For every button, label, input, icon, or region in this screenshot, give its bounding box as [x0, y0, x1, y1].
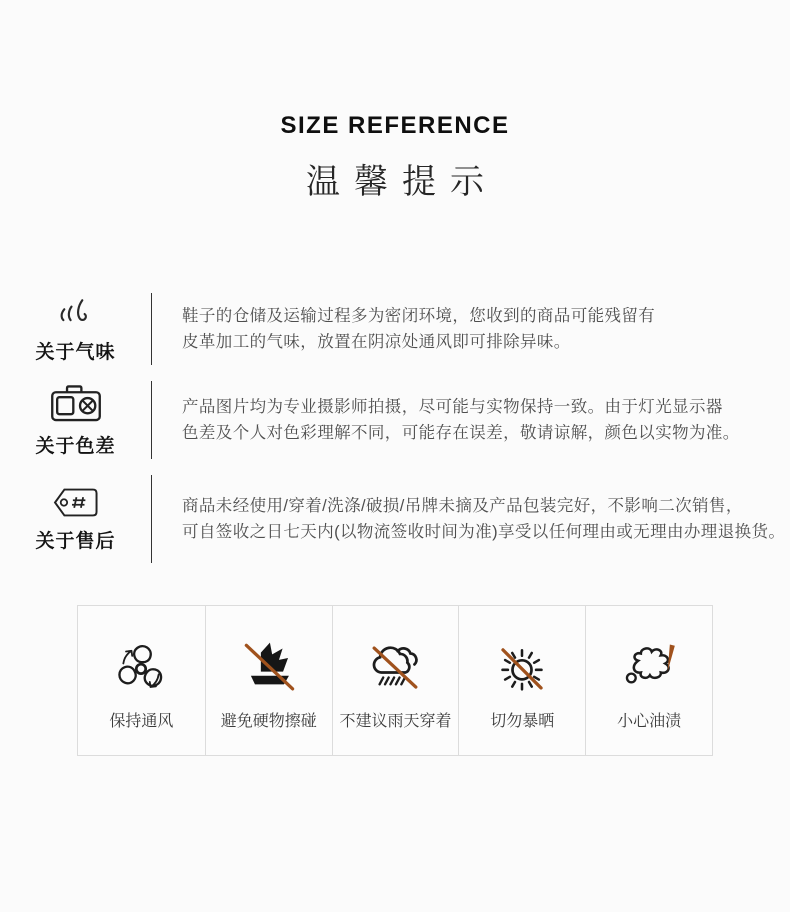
oil-stain-icon: [620, 635, 678, 697]
tip-text-line: 可自签收之日七天内(以物流签收时间为准)享受以任何理由或无理由办理退换货。: [182, 523, 786, 541]
tip-left-odor: [0, 293, 151, 365]
tip-text-line: 色差及个人对色彩理解不同，可能存在误差，敬请谅解，颜色以实物为准。: [182, 424, 740, 442]
tip-left-aftersale: [0, 475, 151, 563]
care-label: 不建议雨天穿着: [339, 712, 452, 730]
camera-icon: [50, 382, 102, 424]
care-cell-oil-stain: [585, 606, 712, 755]
no-rain-icon: [366, 635, 424, 697]
care-label: 切勿暴晒: [490, 712, 555, 730]
page-title-zh: 温馨提示: [306, 163, 498, 201]
care-label: 小心油渍: [617, 712, 682, 730]
care-label: 保持通风: [109, 712, 174, 730]
page-title-en: SIZE REFERENCE: [280, 112, 510, 139]
tag-icon: [51, 486, 101, 519]
care-cell-no-hard-objects: [205, 606, 332, 755]
tip-text: [152, 381, 790, 459]
tip-text-line: 商品未经使用/穿着/洗涤/破损/吊牌未摘及产品包装完好，不影响二次销售，: [182, 497, 743, 515]
tips-section: [0, 293, 790, 563]
care-instructions-box: [77, 605, 713, 756]
tip-label: 关于色差: [35, 436, 116, 457]
tip-label: 关于售后: [35, 530, 116, 552]
tip-text: [152, 475, 790, 563]
fan-icon: [112, 635, 170, 697]
tip-label: 关于气味: [35, 342, 116, 363]
care-cell-no-sun: [458, 606, 585, 755]
tip-row-odor: [0, 293, 790, 365]
no-hard-objects-icon: [240, 635, 298, 697]
tip-left-color: [0, 381, 151, 459]
care-cell-no-rain: [332, 606, 459, 755]
care-cell-ventilation: [78, 606, 205, 755]
tip-row-color: [0, 381, 790, 459]
care-label: 避免硬物擦碰: [220, 712, 317, 730]
tip-text-line: 产品图片均为专业摄影师拍摄，尽可能与实物保持一致。由于灯光显示器: [182, 398, 723, 416]
no-sun-icon: [493, 635, 551, 697]
smell-icon: [56, 294, 96, 330]
tip-text-line: 皮革加工的气味，放置在阴凉处通风即可排除异味。: [182, 333, 571, 351]
warm-tips-page: [0, 112, 790, 912]
tip-text: [152, 293, 790, 365]
tip-text-line: 鞋子的仓储及运输过程多为密闭环境，您收到的商品可能残留有: [182, 307, 656, 325]
tip-row-aftersale: [0, 475, 790, 563]
